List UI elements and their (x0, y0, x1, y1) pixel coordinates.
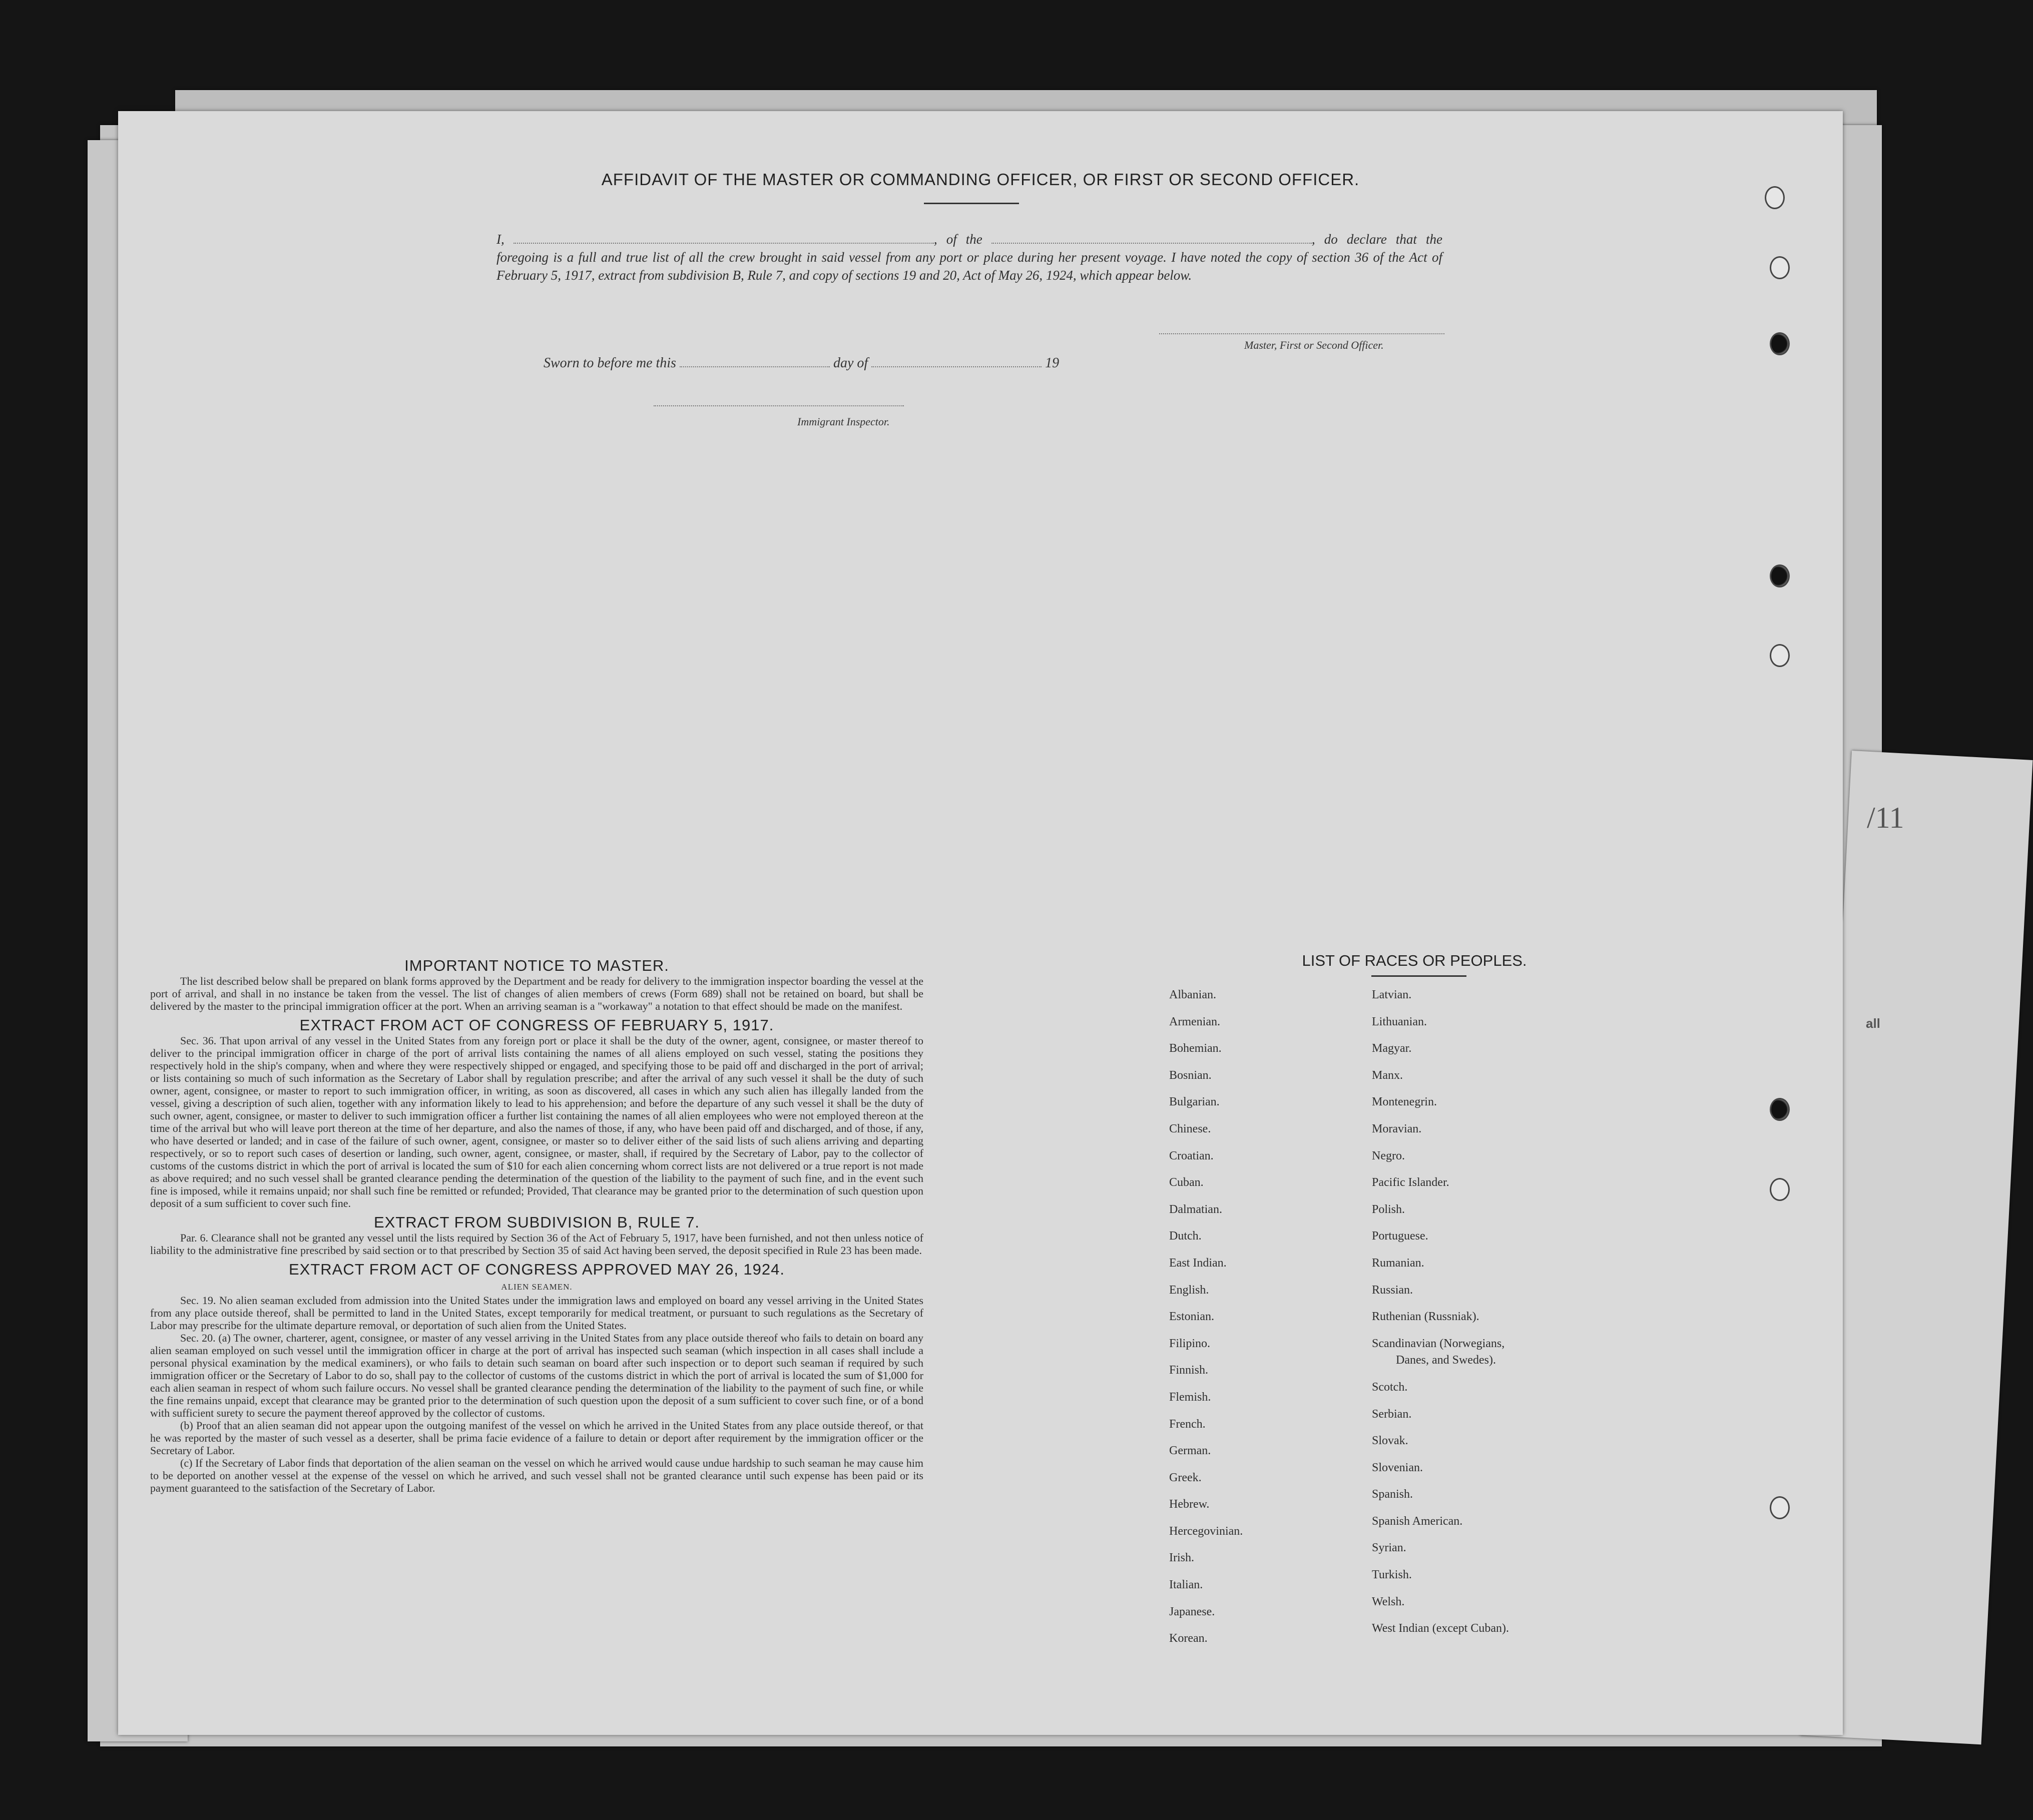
race-item: Bohemian. (1169, 1042, 1222, 1055)
sworn-text-3: 19 (1045, 355, 1060, 371)
race-item: Hercegovinian. (1169, 1524, 1243, 1538)
race-item: Bulgarian. (1169, 1095, 1220, 1109)
races-rule (1371, 975, 1466, 977)
signature-label: Master, First or Second Officer. (1244, 339, 1384, 351)
punch-hole (1770, 332, 1790, 355)
race-item: Negro. (1372, 1149, 1405, 1162)
affidavit-title: AFFIDAVIT OF THE MASTER OR COMMANDING OFFICER, OR FIRST OR SECOND OFFICER. (601, 170, 1360, 189)
extract-rule7-text: Par. 6. Clearance shall not be granted any vessel until the lists required by Section 36 of the Act of February 5, 1917, have been furnished, and not then unless notice of liability to the administrative fine prescribed by said section or to that prescribed by Section 35 of said Act having been served, the deposit specified in Rule 23 has been made. (150, 1232, 923, 1257)
race-item: Korean. (1169, 1632, 1208, 1645)
race-item: Dalmatian. (1169, 1202, 1222, 1216)
races-left-column (1169, 982, 1243, 1652)
name-blank[interactable] (514, 233, 934, 244)
race-item: Irish. (1169, 1551, 1194, 1565)
race-item: Filipino. (1169, 1337, 1211, 1350)
race-item: Italian. (1169, 1578, 1203, 1592)
title-rule (924, 203, 1019, 204)
race-item: Armenian. (1169, 1015, 1220, 1028)
race-item: Serbian. (1372, 1407, 1412, 1421)
punch-hole (1770, 1178, 1790, 1201)
race-item: Hebrew. (1169, 1498, 1210, 1511)
punch-hole (1770, 1098, 1790, 1121)
punch-hole (1770, 256, 1790, 279)
sworn-day-blank[interactable] (680, 357, 830, 367)
race-item: Croatian. (1169, 1149, 1214, 1162)
sworn-month-blank[interactable] (871, 357, 1042, 367)
oath-text-2: , of the (933, 232, 982, 247)
vessel-blank[interactable] (991, 233, 1312, 244)
extract-1924-heading: EXTRACT FROM ACT OF CONGRESS APPROVED MAY 26, 1924. (288, 1261, 785, 1278)
race-item: Greek. (1169, 1471, 1202, 1484)
race-item: English. (1169, 1283, 1209, 1297)
race-item: East Indian. (1169, 1256, 1227, 1270)
race-item: French. (1169, 1417, 1206, 1431)
tab-word: all (1866, 1016, 1880, 1031)
race-item: Ruthenian (Russniak). (1372, 1310, 1479, 1324)
sec19-text: Sec. 19. No alien seaman excluded from admission into the United States under the immigration laws and employed on board any vessel arriving in the United States from any place outside thereof, shall be permitted to land in the United States, except temporarily for medical treatment, or pursuant to such regulations as the Secretary of Labor may prescribe for the ultimate departure removal, or deportation of such alien from the United States. (150, 1294, 923, 1332)
race-item: Russian. (1372, 1283, 1413, 1297)
race-item: Spanish. (1372, 1488, 1413, 1501)
races-right-column (1372, 982, 1509, 1642)
oath-paragraph (496, 230, 1442, 284)
race-item: Bosnian. (1169, 1068, 1212, 1082)
signature-line[interactable] (1159, 333, 1444, 334)
race-item: Welsh. (1372, 1595, 1405, 1608)
races-title: LIST OF RACES OR PEOPLES. (1302, 952, 1527, 969)
race-item: Lithuanian. (1372, 1015, 1427, 1028)
race-item: Syrian. (1372, 1541, 1406, 1555)
race-item: Scotch. (1372, 1380, 1408, 1394)
race-item: Spanish American. (1372, 1514, 1463, 1528)
race-item: Moravian. (1372, 1122, 1422, 1135)
race-item: Albanian. (1169, 988, 1216, 1001)
oath-text-1: I, (496, 232, 504, 247)
race-item: Slovenian. (1372, 1461, 1423, 1474)
race-item: German. (1169, 1444, 1211, 1458)
legal-notice-block (150, 957, 923, 1494)
race-item: Japanese. (1169, 1605, 1215, 1618)
extract-1917-heading: EXTRACT FROM ACT OF CONGRESS OF FEBRUARY 5, 1917. (299, 1016, 774, 1034)
oath-text-3: , do declare that the foregoing is a full and true list of all the crew brought in said vessel from any port or place during her present voyage. I have noted the copy of section 36 of the Act of February 5, 1917, extract from subdivision B, Rule 7, and copy of sections 19 and 20, Act of May 26, 1924, which appear below. (496, 232, 1443, 283)
extract-rule7-heading: EXTRACT FROM SUBDIVISION B, RULE 7. (373, 1214, 700, 1231)
race-item: Turkish. (1372, 1568, 1412, 1582)
punch-hole (1770, 644, 1790, 667)
alien-seamen-subheading: ALIEN SEAMEN. (501, 1282, 573, 1292)
race-item: Polish. (1372, 1202, 1405, 1216)
race-item: Scandinavian (Norwegians, (1372, 1337, 1505, 1350)
notice-text: The list described below shall be prepared on blank forms approved by the Department and be ready for delivery to the immigration inspector boarding the vessel at the port of arrival, and shall in no instance be taken from the vessel. The list of changes of alien members of crews (Form 689) shall not be retained on board, but shall be delivered by the master to the principal immigration officer at the port. When an arriving seaman is a "workaway" a notation to that effect should be made on the manifest. (150, 975, 923, 1012)
sworn-text-2: day of (833, 355, 868, 371)
extract-1917-text: Sec. 36. That upon arrival of any vessel in the United States from any foreign port or place it shall be the duty of the owner, agent, consignee, or master thereof to deliver to the principal immigration officer in charge of the port of arrival lists containing the names of all aliens employed on such vessel, stating the positions they respectively hold in the ship's company, when and where they were respectively shipped or engaged, and specifying those to be paid off and discharged in the port of arrival; or lists containing so much of such information as the Secretary of Labor shall by regulation prescribe; and after the arrival of any such vessel it shall be the duty of such owner, agent, consignee, or master to report to such immigration officer, in writing, as soon as discovered, all cases in which any such alien has illegally landed from the vessel, giving a description of such alien, together with any information likely to lead to his apprehension; and before the departure of any such vessel it shall be the duty of such owner, agent, consignee, or master to deliver to such immigration officer a further list containing the names of all alien employees who were not employed thereon at the time of the arrival but who will leave port thereon at the time of her departure, and also the names of those, if any, who have been paid off and discharged, and of those, if any, who have deserted or landed; and in case of the failure of such owner, agent, consignee, or master so to deliver either of the said lists of such aliens arriving and departing respectively, or so to report such cases of desertion or landing, such owner, agent, consignee, or master, shall, if required by the Secretary of Labor, pay to the collector of customs of the customs district in which the port of arrival is located the sum of $10 for each alien concerning whom correct lists are not delivered or a true report is not made as above required; and no such vessel shall be granted clearance pending the determination of the question of the liability to the payment of such fine, and in the event such fine is imposed, while it remains unpaid; nor shall such fine be remitted or refunded; Provided, That clearance may be granted prior to the determination of such question upon deposit of a sum sufficient to cover such fine. (150, 1034, 923, 1209)
race-item: Montenegrin. (1372, 1095, 1437, 1109)
punch-hole (1770, 1496, 1790, 1519)
race-item: Magyar. (1372, 1042, 1412, 1055)
inspector-signature-line[interactable] (654, 405, 904, 406)
race-item: Finnish. (1169, 1364, 1209, 1377)
sec20a-text: Sec. 20. (a) The owner, charterer, agent, consignee, or master of any vessel arriving in the United States from any place outside thereof who fails to detain on board any alien seaman employed on such vessel until the immigration officer in charge at the port of arrival has inspected such seaman (which inspection in all cases shall include a personal physical examination by the medical examiners), or who fails to detain such seaman on board after such inspection or to deport such seaman if required by such immigration officer or the Secretary of Labor to do so, shall pay to the collector of customs of the customs district in which the port of arrival is located the sum of $1,000 for each alien seaman in respect of whom such failure occurs. No vessel shall be granted clearance pending the determination of the liability to the payment of such fine, or while the fine remains unpaid, except that clearance may be granted prior to the determination of such question upon the deposit of a sum sufficient to cover such fine, or of a bond with sufficient surety to secure the payment thereof approved by the collector of customs. (150, 1332, 923, 1419)
race-item: Chinese. (1169, 1122, 1211, 1135)
race-item: West Indian (except Cuban). (1372, 1622, 1509, 1635)
race-item: Estonian. (1169, 1310, 1214, 1324)
race-item: Latvian. (1372, 988, 1412, 1001)
tab-handwritten-mark: /11 (1867, 801, 1904, 834)
inspector-label: Immigrant Inspector. (797, 415, 890, 428)
race-item: Flemish. (1169, 1390, 1211, 1404)
race-item: Cuban. (1169, 1176, 1204, 1189)
sec20c-text: (c) If the Secretary of Labor finds that deportation of the alien seaman on the vessel on which he arrived would cause undue hardship to such seaman he may cause him to be deported on another vessel at the expense of the vessel on which he arrived, and such vessel shall not be granted clearance until such expense has been paid or its payment guaranteed to the satisfaction of the Secretary of Labor. (150, 1457, 923, 1494)
race-item: Portuguese. (1372, 1230, 1428, 1243)
race-item: Pacific Islander. (1372, 1176, 1449, 1189)
race-item: Dutch. (1169, 1230, 1202, 1243)
sworn-text-1: Sworn to before me this (544, 355, 676, 371)
notice-heading: IMPORTANT NOTICE TO MASTER. (404, 957, 669, 974)
punch-hole (1765, 186, 1785, 209)
sworn-line (544, 355, 1059, 371)
race-item: Slovak. (1372, 1434, 1408, 1448)
affidavit-page (118, 111, 1843, 1735)
race-item: Rumanian. (1372, 1256, 1424, 1270)
race-item: Danes, and Swedes). (1396, 1354, 1496, 1367)
race-item: Manx. (1372, 1068, 1403, 1082)
punch-hole (1770, 564, 1790, 587)
sec20b-text: (b) Proof that an alien seaman did not appear upon the outgoing manifest of the vessel on which he arrived in the United States from any place outside thereof, or that he was reported by the master of such vessel as a deserter, shall be prima facie evidence of a failure to detain or deport after requirement by the immigration officer or the Secretary of Labor. (150, 1419, 923, 1457)
